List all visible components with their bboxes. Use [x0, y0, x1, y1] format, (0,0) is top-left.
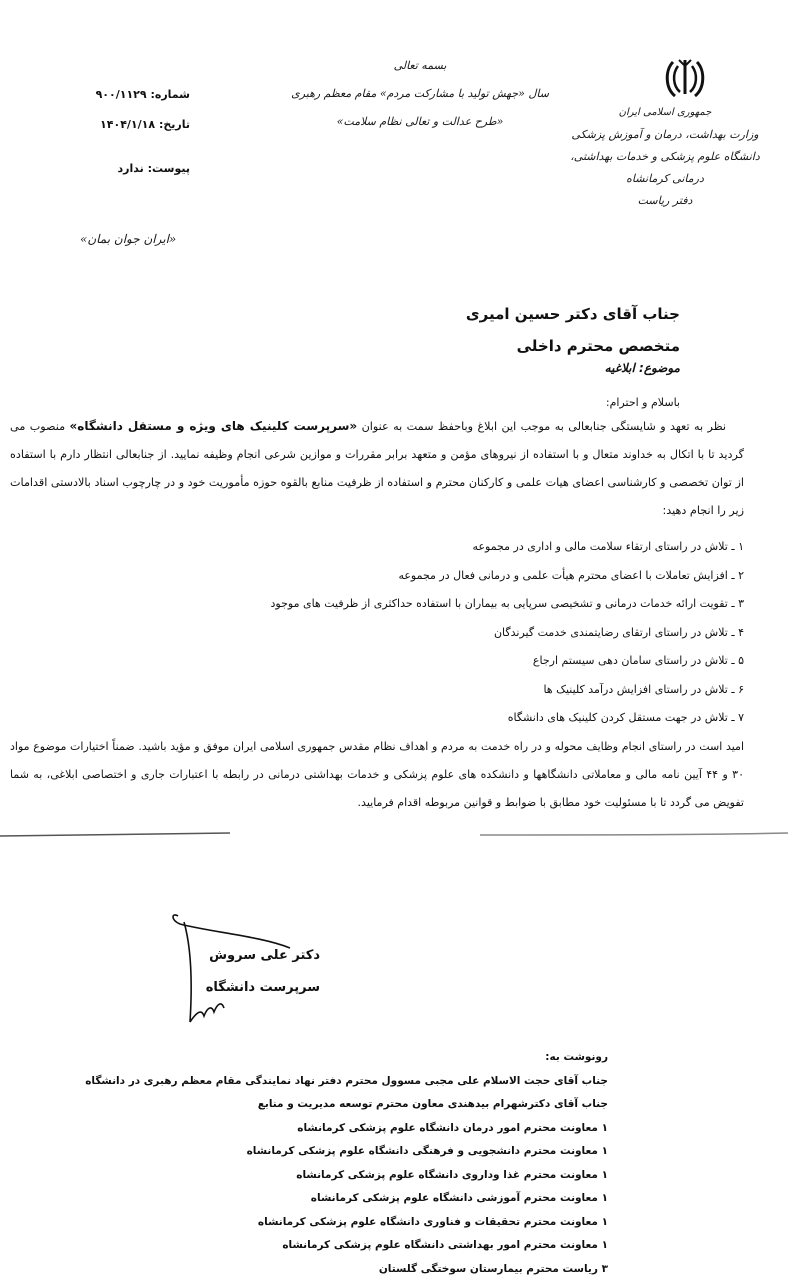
subject: موضوع: ابلاغیه [605, 361, 680, 375]
letterhead-line: وزارت بهداشت، درمان و آموزش پزشکی [570, 124, 760, 146]
cc-item: جناب آقای حجت الاسلام علی مجبی مسوول محترم دفتر نهاد نمایندگی مقام معظم رهبری در دانشگاه [85, 1070, 608, 1094]
body-text-before: نظر به تعهد و شایستگی جنابعالی به موجب این ابلاغ وباحفظ سمت به عنوان [357, 420, 726, 433]
action-item: ۲ ـ افزایش تعاملات با اعضای محترم هیأت علمی و درمانی فعال در مجموعه [271, 562, 744, 591]
attachment-label: پیوست: [148, 162, 190, 175]
cc-title: رونوشت به: [85, 1046, 608, 1070]
cc-list [85, 1046, 608, 1281]
health-motto: «طرح عدالت و تعالی نظام سلامت» [270, 108, 570, 136]
cc-item: ۱ معاونت محترم آموزشی دانشگاه علوم پزشکی کرمانشاه [85, 1187, 608, 1211]
action-item: ۳ ـ تقویت ارائه خدمات درمانی و تشخیصی سرپایی به بیماران با استفاده حداکثری از ظرفیت های موجود [271, 590, 744, 619]
closing-paragraph [10, 733, 744, 817]
header-center [270, 52, 570, 136]
letter-number [60, 80, 190, 110]
cc-item: ۱ معاونت محترم غذا وداروی دانشگاه علوم پزشکی کرمانشاه [85, 1164, 608, 1188]
invocation: بسمه تعالی [270, 52, 570, 80]
letterhead-line: دفتر ریاست [570, 190, 760, 212]
attachment-value: ندارد [118, 162, 144, 175]
letterhead-line: دانشگاه علوم پزشکی و خدمات بهداشتی، درمانی کرمانشاه [570, 146, 760, 190]
number-label: شماره: [150, 88, 190, 101]
cc-item: ۱ معاونت محترم امور درمان دانشگاه علوم پزشکی کرمانشاه [85, 1117, 608, 1141]
action-item: ۱ ـ تلاش در راستای ارتقاء سلامت مالی و اداری در مجموعه [271, 533, 744, 562]
date-value: ۱۴۰۴/۱/۱۸ [100, 118, 155, 131]
slogan: «ایران جوان بمان» [80, 232, 176, 246]
year-motto: سال «جهش تولید با مشارکت مردم» مقام معظم رهبری [270, 80, 570, 108]
actions-list [271, 533, 744, 733]
signatory-name: دکتر علی سروش [200, 940, 320, 972]
addressee-name: جناب آقای دکتر حسین امیری [466, 298, 680, 330]
signature-block [200, 940, 320, 1004]
number-value: ۹۰۰/۱۱۲۹ [96, 88, 147, 101]
closing-text: امید است در راستای انجام وظایف محوله و در راه خدمت به مردم و اهداف نظام مقدس جمهوری اسلامی ایران موفق و مؤید باشید. ضمناً اختیارات موضوع مواد ۳۰ و ۴۴ آیین نامه مالی و معاملاتی دانشگاهها و دانشکده های علوم پزشکی و خدمات بهداشتی درمانی در رابطه با اعتبارات جاری و اختصاصی ابلاغی، به شما تفویض می گردد تا با مسئولیت خود مطابق با ضوابط و قوانین مربوطه اقدام فرمایید. [10, 733, 744, 817]
letterhead-ministry [570, 102, 760, 212]
action-item: ۵ ـ تلاش در راستای سامان دهی سیستم ارجاع [271, 647, 744, 676]
letter-date [60, 110, 190, 140]
letter-attachment [60, 154, 190, 184]
action-item: ۷ ـ تلاش در جهت مستقل کردن کلینیک های دانشگاه [271, 704, 744, 733]
action-item: ۶ ـ تلاش در راستای افزایش درآمد کلینیک ها [271, 676, 744, 705]
action-item: ۴ ـ تلاش در راستای ارتقای رضایتمندی خدمت گیرندگان [271, 619, 744, 648]
fold-line [0, 823, 788, 827]
iran-emblem-icon [663, 56, 707, 102]
cc-item: ۳ ریاست محترم بیمارستان سوختگی گلستان [85, 1258, 608, 1281]
letter-meta [60, 80, 190, 184]
signatory-title: سرپرست دانشگاه [200, 972, 320, 1004]
cc-item: ۱ معاونت محترم دانشجویی و فرهنگی دانشگاه علوم پزشکی کرمانشاه [85, 1140, 608, 1164]
addressee-title: متخصص محترم داخلی [466, 330, 680, 362]
addressee [466, 298, 680, 362]
position-title: «سرپرست کلینیک های ویژه و مستقل دانشگاه» [70, 419, 358, 433]
greeting: باسلام و احترام: [606, 396, 680, 409]
body-text-after: منصوب می گردید تا با اتکال به خداوند متعال و با استفاده از نیروهای مؤمن و متعهد برابر مقررات و موازین شرعی انجام وظیفه نمایید. از جنابعالی انتظار دارم با استفاده از توان تخصصی و کارشناسی اعضای هیات علمی و کارکنان محترم و استفاده از ظرفیت منابع بالقوه حوزه مأموریت خود و در چارچوب اسناد بالادستی اقدامات زیر را انجام دهید: [10, 420, 744, 517]
cc-item: ۱ معاونت محترم امور بهداشتی دانشگاه علوم پزشکی کرمانشاه [85, 1234, 608, 1258]
letterhead-line: جمهوری اسلامی ایران [570, 102, 760, 124]
body-paragraph [10, 412, 744, 525]
cc-item: جناب آقای دکترشهرام بیدهندی معاون محترم توسعه مدیریت و منابع [85, 1093, 608, 1117]
cc-item: ۱ معاونت محترم تحقیقات و فناوری دانشگاه علوم پزشکی کرمانشاه [85, 1211, 608, 1235]
date-label: تاریخ: [159, 118, 190, 131]
